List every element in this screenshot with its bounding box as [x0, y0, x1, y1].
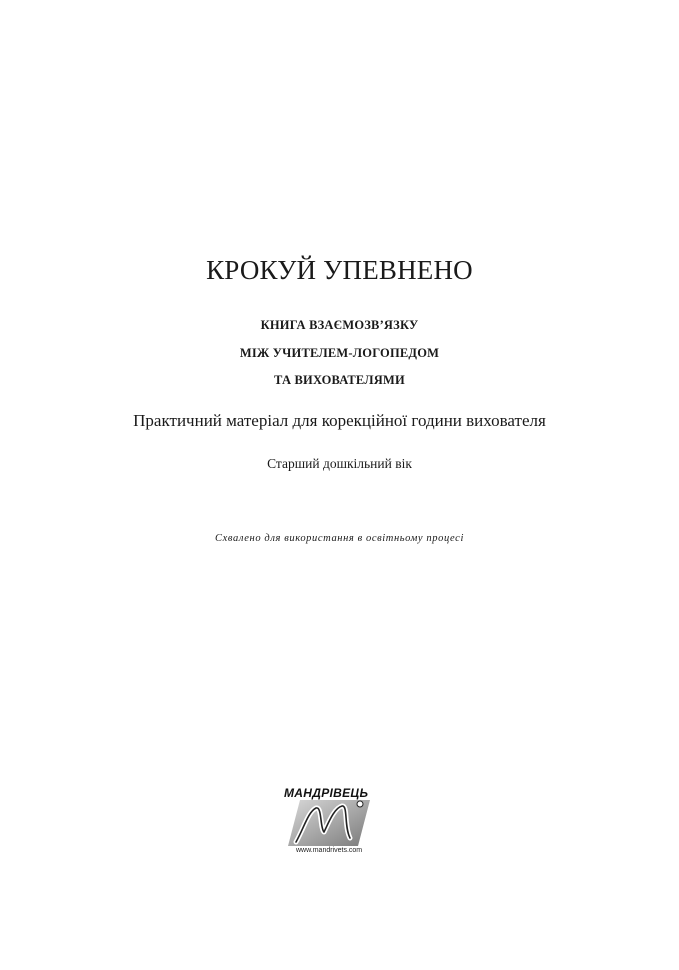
age-group: Старший дошкільний вік: [267, 456, 412, 471]
publisher-url[interactable]: www.mandrivets.com: [296, 847, 363, 854]
subtitle-line-1: КНИГА ВЗАЄМОЗВ’ЯЗКУ: [260, 318, 419, 332]
book-description: Практичний матеріал для корекційної години вихователя: [133, 411, 546, 430]
subtitle-line-2: МІЖ УЧИТЕЛЕМ-ЛОГОПЕДОМ: [239, 346, 440, 360]
book-title: КРОКУЙ УПЕВНЕНО: [206, 255, 473, 285]
subtitle-line-3: ТА ВИХОВАТЕЛЯМИ: [274, 373, 405, 387]
approval-note: Схвалено для використання в освітньому процесі: [215, 533, 464, 544]
publisher-logo: [278, 784, 388, 864]
publisher-logo-m-icon: [286, 798, 370, 848]
publisher-logo-text: МАНДРІВЕЦЬ: [284, 786, 369, 800]
